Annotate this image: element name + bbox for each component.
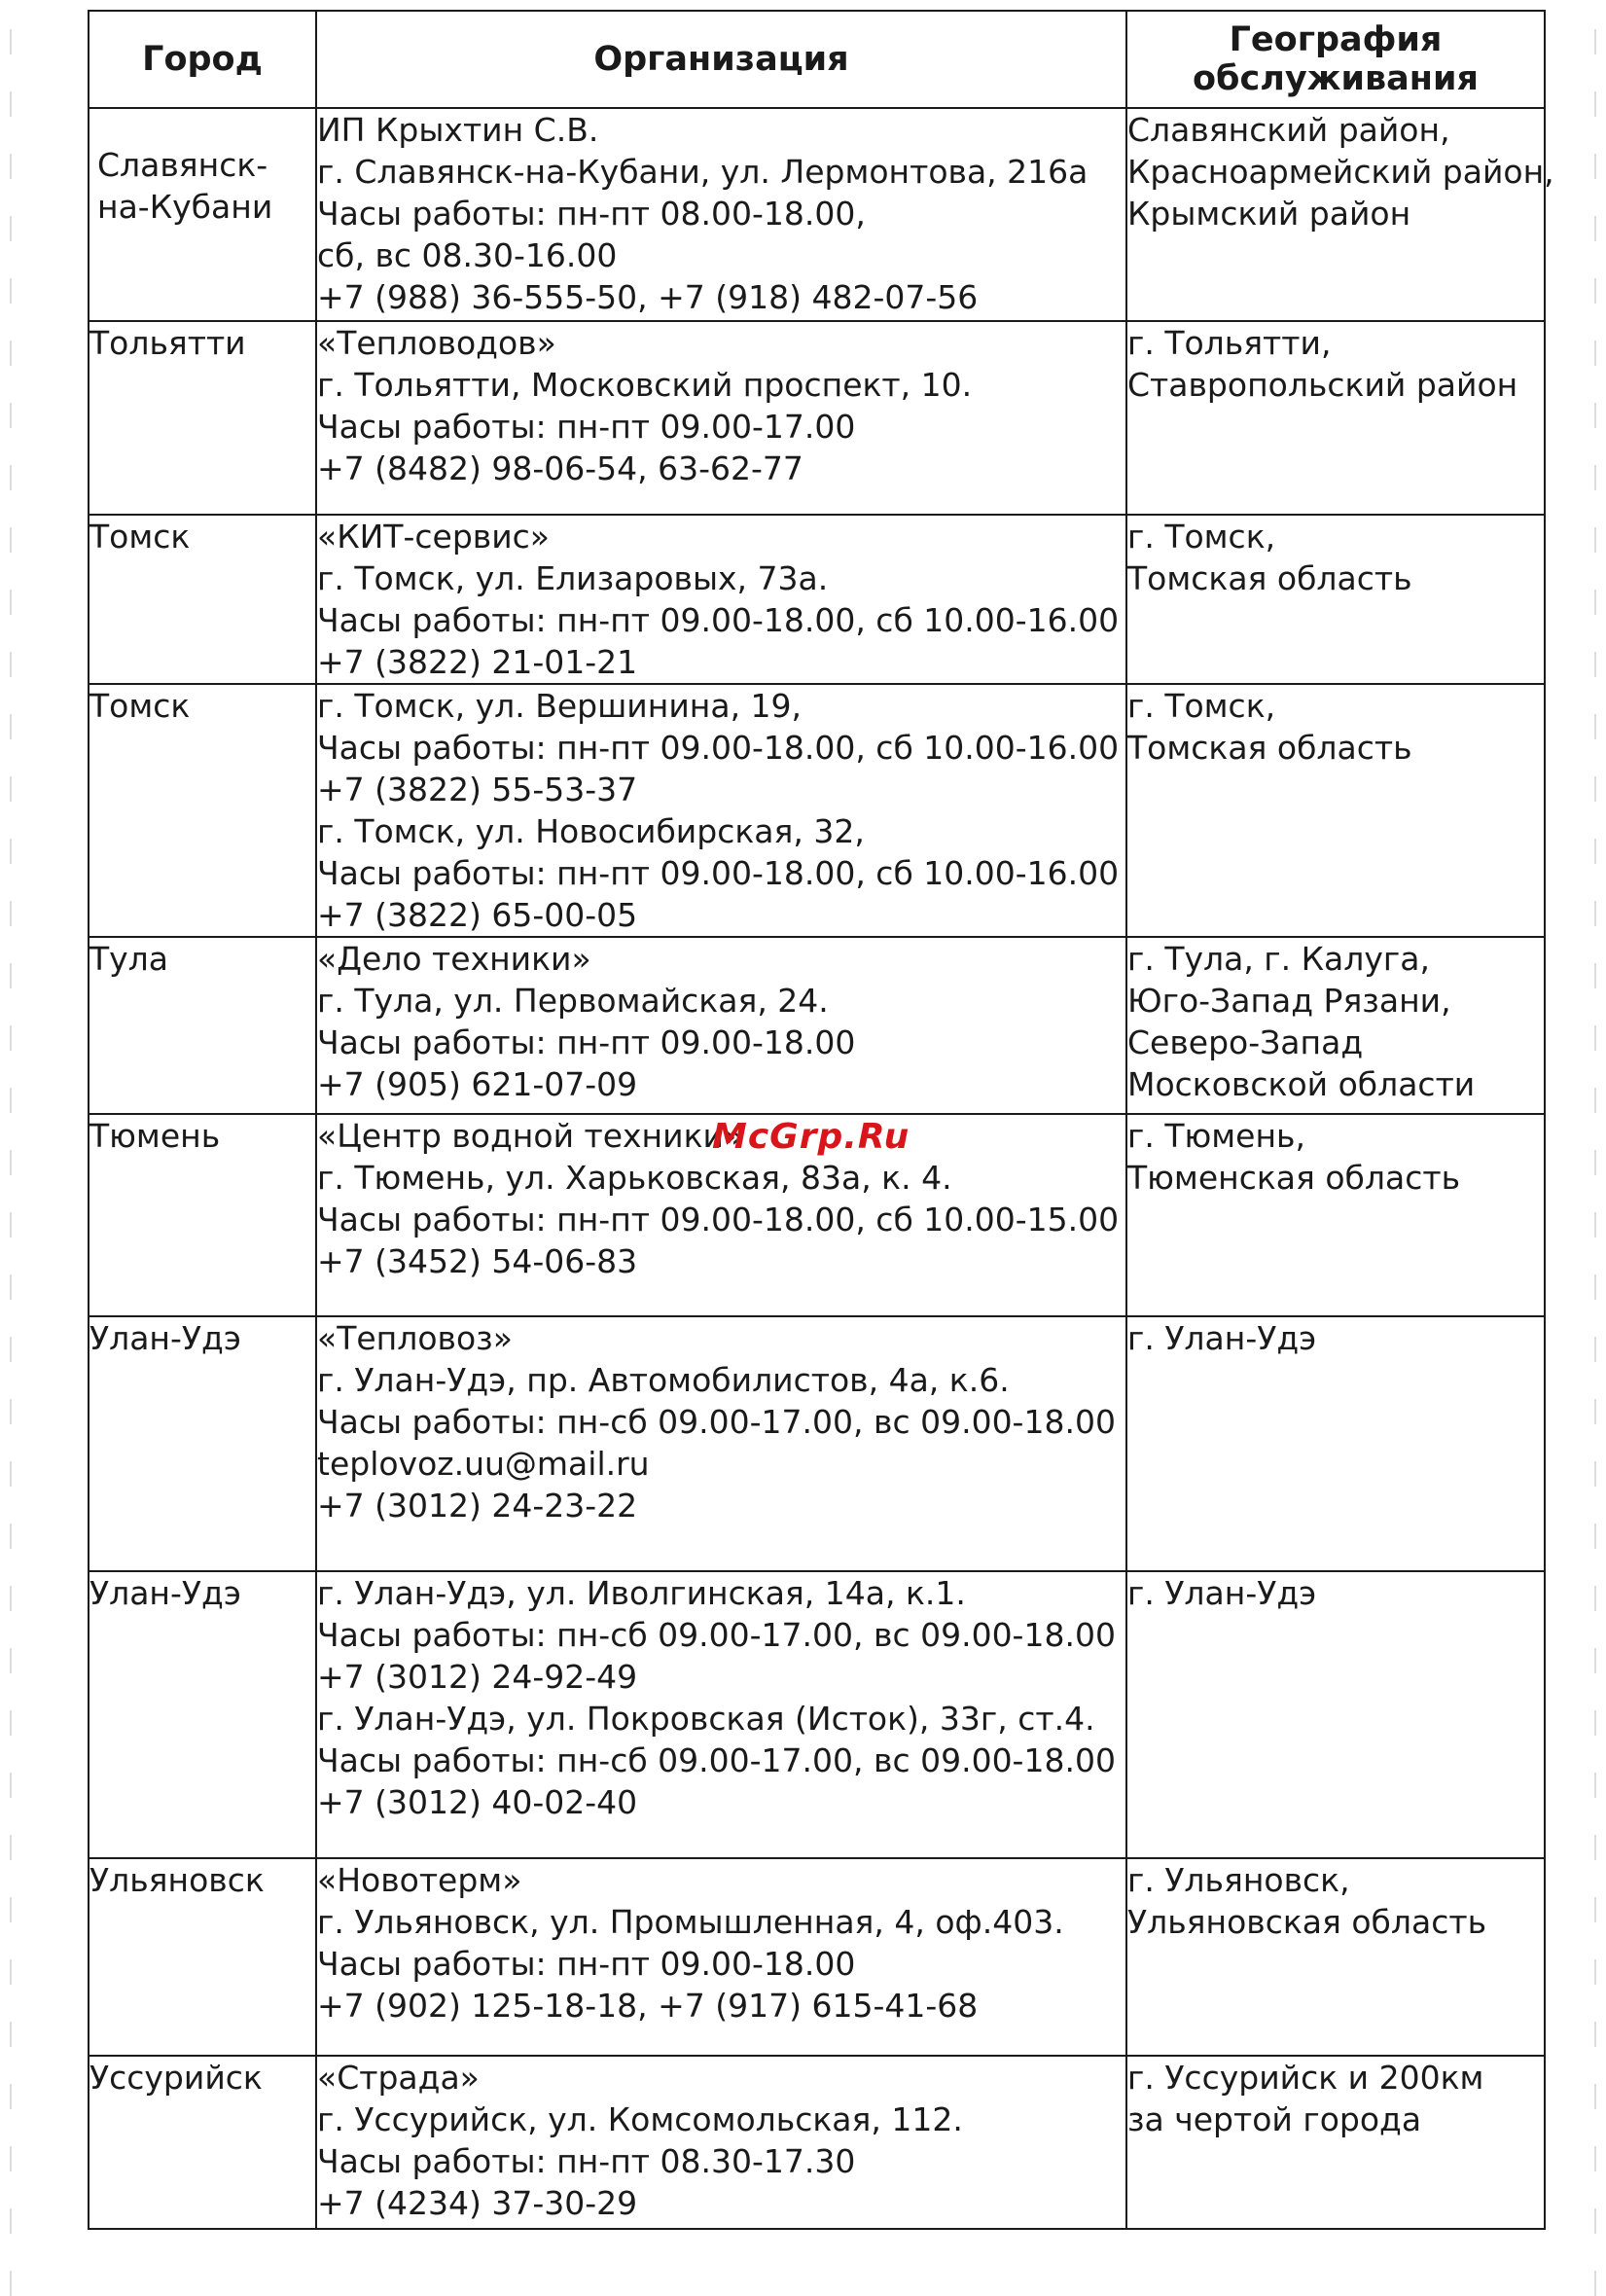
geography-line: г. Ульяновск,	[1127, 1861, 1350, 1899]
table-row	[89, 1858, 1545, 2056]
geography-line: Томская область	[1127, 559, 1412, 597]
organization-line: +7 (3822) 65-00-05	[317, 896, 638, 934]
organization-line: +7 (4234) 37-30-29	[317, 2184, 638, 2222]
organization-line: +7 (902) 125-18-18, +7 (917) 615-41-68	[317, 1987, 979, 2025]
organization-line: +7 (905) 621-07-09	[317, 1065, 638, 1103]
organization-cell	[316, 2056, 1126, 2229]
geography-line: Юго-Запад Рязани,	[1127, 982, 1451, 1020]
geography-line: Крымский район	[1127, 195, 1411, 233]
organization-line: г. Томск, ул. Вершинина, 19,	[317, 687, 803, 725]
organization-line: Часы работы: пн-пт 09.00-18.00	[317, 1023, 856, 1061]
organization-line: Часы работы: пн-пт 09.00-18.00	[317, 1945, 856, 1983]
organization-cell	[316, 937, 1126, 1114]
geography-line: за чертой города	[1127, 2100, 1422, 2138]
organization-line: +7 (3012) 24-23-22	[317, 1487, 638, 1525]
organization-line: +7 (8482) 98-06-54, 63-62-77	[317, 449, 803, 487]
organization-line: +7 (3822) 21-01-21	[317, 643, 638, 681]
organization-cell	[316, 1571, 1126, 1858]
organization-cell	[316, 321, 1126, 515]
geography-cell	[1126, 937, 1545, 1114]
organization-line: «Дело техники»	[317, 940, 591, 978]
organization-line: «Страда»	[317, 2059, 480, 2097]
organization-line: Часы работы: пн-сб 09.00-17.00, вс 09.00-18.00	[317, 1616, 1116, 1654]
organization-line: +7 (3822) 55-53-37	[317, 771, 638, 808]
geography-cell	[1126, 321, 1545, 515]
organization-line: г. Славянск-на-Кубани, ул. Лермонтова, 216а	[317, 153, 1089, 191]
organization-cell	[316, 515, 1126, 684]
table-row	[89, 108, 1545, 321]
geography-line: Славянский район,	[1127, 111, 1450, 149]
organization-line: г. Томск, ул. Новосибирская, 32,	[317, 812, 865, 850]
city-cell: Тольятти	[89, 321, 316, 515]
geography-line: г. Улан-Удэ	[1127, 1319, 1317, 1357]
organization-line: г. Тюмень, ул. Харьковская, 83а, к. 4.	[317, 1159, 952, 1197]
geography-line: Московской области	[1127, 1065, 1476, 1103]
organization-cell	[316, 1858, 1126, 2056]
geography-line: Томская область	[1127, 729, 1412, 767]
organization-line: Часы работы: пн-сб 09.00-17.00, вс 09.00-18.00	[317, 1403, 1116, 1441]
organization-line: г. Тольятти, Московский проспект, 10.	[317, 366, 973, 404]
header-organization: Организация	[316, 11, 1126, 108]
geography-line: Ульяновская область	[1127, 1903, 1487, 1941]
geography-cell	[1126, 1114, 1545, 1316]
header-city: Город	[89, 11, 316, 108]
table-header-row	[89, 11, 1545, 108]
geography-line: г. Томск,	[1127, 687, 1276, 725]
organization-line: Часы работы: пн-пт 09.00-18.00, сб 10.00-16.00	[317, 601, 1120, 639]
geography-cell	[1126, 108, 1554, 321]
organization-cell	[316, 1316, 1126, 1571]
table-row	[89, 515, 1545, 684]
organization-line: г. Улан-Удэ, пр. Автомобилистов, 4а, к.6.	[317, 1361, 1010, 1399]
city-cell: Уссурийск	[89, 2056, 316, 2229]
geography-line: г. Тюмень,	[1127, 1117, 1305, 1155]
left-margin-ticks	[8, 0, 14, 2278]
organization-line: «Тепловодов»	[317, 324, 556, 362]
city-cell: Улан-Удэ	[89, 1316, 316, 1571]
geography-cell	[1126, 2056, 1545, 2229]
table-row	[89, 1316, 1545, 1571]
organization-line: Часы работы: пн-пт 09.00-18.00, сб 10.00-15.00	[317, 1201, 1120, 1238]
geography-cell	[1126, 515, 1545, 684]
city-cell: Тюмень	[89, 1114, 316, 1316]
organization-line: «Новотерм»	[317, 1861, 522, 1899]
organization-line: Часы работы: пн-пт 09.00-18.00, сб 10.00-16.00	[317, 729, 1120, 767]
table-row	[89, 937, 1545, 1114]
geography-cell	[1126, 1316, 1545, 1571]
city-cell: Улан-Удэ	[89, 1571, 316, 1858]
organization-line: сб, вс 08.30-16.00	[317, 236, 618, 274]
geography-line: г. Тольятти,	[1127, 324, 1332, 362]
organization-line: г. Ульяновск, ул. Промышленная, 4, оф.403.	[317, 1903, 1064, 1941]
organization-line: г. Томск, ул. Елизаровых, 73а.	[317, 559, 829, 597]
table-row	[89, 2056, 1545, 2229]
geography-line: Ставропольский район	[1127, 366, 1518, 404]
organization-line: г. Уссурийск, ул. Комсомольская, 112.	[317, 2100, 963, 2138]
right-margin-ticks	[1592, 0, 1598, 2278]
geography-line: Красноармейский район,	[1127, 153, 1554, 191]
geography-cell	[1126, 1571, 1545, 1858]
organization-cell	[316, 684, 1126, 937]
organization-line: +7 (3012) 24-92-49	[317, 1658, 638, 1696]
city-cell: Тула	[89, 937, 316, 1114]
organization-cell	[316, 108, 1126, 321]
organization-line: Часы работы: пн-сб 09.00-17.00, вс 09.00-18.00	[317, 1741, 1116, 1779]
organization-line: Часы работы: пн-пт 09.00-17.00	[317, 408, 856, 446]
city-cell: Ульяновск	[89, 1858, 316, 2056]
organization-line: Часы работы: пн-пт 09.00-18.00, сб 10.00-16.00	[317, 854, 1120, 892]
geography-cell	[1126, 684, 1545, 937]
organization-line: ИП Крыхтин С.В.	[317, 111, 599, 149]
geography-cell	[1126, 1858, 1545, 2056]
city-cell: Томск	[89, 515, 316, 684]
organization-line: «КИТ-сервис»	[317, 518, 550, 556]
geography-line: Северо-Запад	[1127, 1023, 1364, 1061]
organization-line: «Центр водной техники»	[317, 1117, 744, 1155]
table-row	[89, 684, 1545, 937]
geography-line: г. Тула, г. Калуга,	[1127, 940, 1430, 978]
city-cell: Томск	[89, 684, 316, 937]
organization-line: +7 (988) 36-555-50, +7 (918) 482-07-56	[317, 278, 979, 316]
geography-line: Тюменская область	[1127, 1159, 1461, 1197]
organization-line: г. Улан-Удэ, ул. Покровская (Исток), 33г, ст.4.	[317, 1700, 1095, 1738]
city-cell: Славянск-на-Кубани	[89, 108, 316, 321]
header-geography: География обслуживания	[1126, 11, 1545, 108]
organization-line: Часы работы: пн-пт 08.30-17.30	[317, 2142, 856, 2180]
geography-line: г. Уссурийск и 200км	[1127, 2059, 1484, 2097]
table-row	[89, 1571, 1545, 1858]
organization-line: г. Тула, ул. Первомайская, 24.	[317, 982, 829, 1020]
organization-line: +7 (3452) 54-06-83	[317, 1242, 638, 1280]
organization-line: +7 (3012) 40-02-40	[317, 1783, 638, 1821]
organization-line: teplovoz.uu@mail.ru	[317, 1445, 650, 1483]
organization-line: Часы работы: пн-пт 08.00-18.00,	[317, 195, 866, 233]
geography-line: г. Томск,	[1127, 518, 1276, 556]
table-row	[89, 321, 1545, 515]
watermark: McGrp.Ru	[712, 1117, 910, 1157]
geography-line: г. Улан-Удэ	[1127, 1574, 1317, 1612]
organization-line: г. Улан-Удэ, ул. Иволгинская, 14а, к.1.	[317, 1574, 966, 1612]
organization-line: «Тепловоз»	[317, 1319, 513, 1357]
